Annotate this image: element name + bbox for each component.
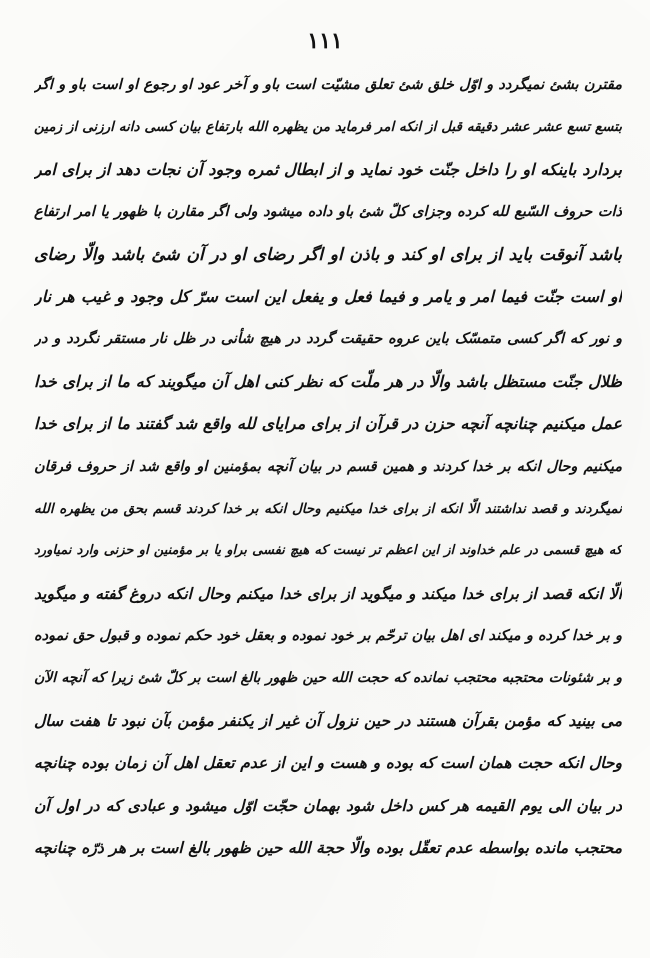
text-line: ذات حروف السّبع لله کرده وجزای کلّ شئ باو داده میشود ولی اگر مقارن با ظهور یا امر ارتفاع bbox=[34, 203, 622, 221]
text-line: نمیگردند و قصد نداشتند الّا انکه از برای خدا میکنیم وحال انکه بر خدا کردند قسم بحق من یظهره الله bbox=[34, 500, 622, 517]
text-line: و نور که اگر کسی متمسّک باین عروه حقیقت گردد در هیچ شأنی در ظل نار مستقر نگردد و در bbox=[34, 330, 622, 348]
text-body bbox=[34, 64, 622, 869]
text-line: می بینید که مؤمن بقرآن هستند در حین نزول آن غیر از یکنفر مؤمن بآن نبود تا هفت سال bbox=[34, 710, 622, 730]
text-line: عمل میکنیم چنانچه آنچه حزن در قرآن از برای مرایای لله واقع شد گفتند ما از برای خدا bbox=[34, 414, 622, 434]
text-line: میکنیم وحال انکه بر خدا کردند و همین قسم در بیان آنچه بمؤمنین او واقع شد از حروف فرقان bbox=[34, 457, 622, 475]
text-line: که هیچ قسمی در علم خداوند از این اعظم تر نیست که هیچ نفسی براو یا بر مؤمنین او حزنی وارد نمیاورد bbox=[34, 543, 622, 559]
text-line: بردارد باینکه او را داخل جنّت خود نماید و از ابطال ثمره وجود آن نجات دهد از برای امر bbox=[34, 159, 622, 179]
text-line: و بر شئونات محتجبه محتجب نمانده که حجت الله حین ظهور بالغ است بر کلّ شئ زیرا که آنچه الآن bbox=[34, 670, 622, 687]
text-line: مقترن بشئ نمیگردد و اوّل خلق شئ تعلق مشیّت است باو و آخر عود او رجوع او است باو و اگر bbox=[34, 76, 622, 93]
text-line: ظلال جنّت مستظل باشد والّا در هر ملّت که نظر کنی اهل آن میگویند که ما از برای خدا bbox=[34, 371, 622, 391]
text-line: محتجب مانده بواسطه عدم تعقّل بوده والّا حجة الله حین ظهور بالغ است بر هر ذرّه چنانچه bbox=[34, 838, 622, 858]
text-line: وحال انکه حجت همان است که بوده و هست و این از عدم تعقل اهل آن زمان بوده چنانچه bbox=[34, 753, 622, 773]
text-line: بتسع تسع عشر عشر دقیقه قبل از انکه امر فرماید من یظهره الله بارتفاع بیان کسی دانه ارزنی از زمین bbox=[34, 119, 622, 136]
page-number: ١١١ bbox=[307, 28, 343, 54]
text-line: و بر خدا کرده و میکند ای اهل بیان ترحّم بر خود نموده و بعقل خود حکم نموده و قبول حق نموده bbox=[34, 627, 622, 645]
text-line: باشد آنوقت باید از برای او کند و باذن او اگر رضای او در آن شئ باشد والّا رضای bbox=[34, 244, 622, 265]
text-line: الّا انکه قصد از برای خدا میکند و میگوید از برای خدا میکنم وحال انکه دروغ گفته و میگوید bbox=[34, 583, 622, 603]
text-line: در بیان الی یوم القیمه هر کس داخل شود بهمان حجّت اوّل میشود و عبادی که در اول آن bbox=[34, 795, 622, 815]
text-line: او است جنّت فیما امر و یامر و فیما فعل و یفعل این است سرّ کل وجود و غیب هر نار bbox=[34, 286, 622, 306]
